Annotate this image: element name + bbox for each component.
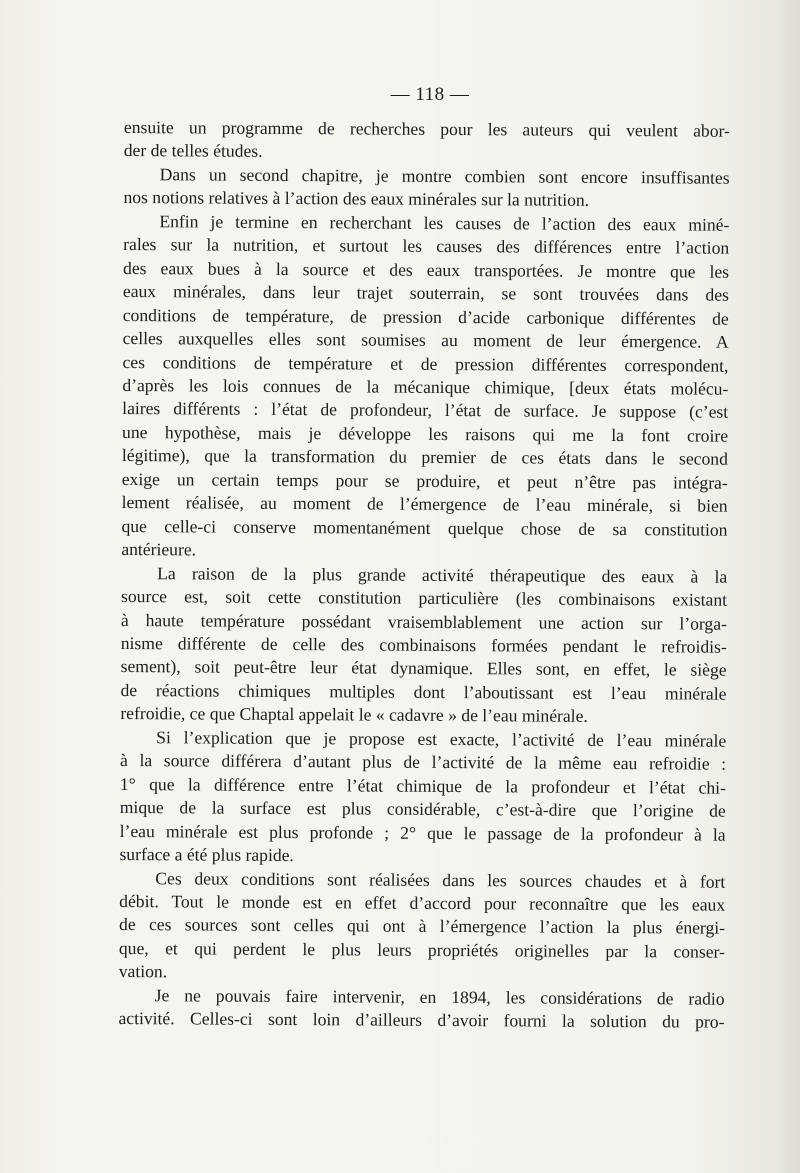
text-line: de ces sources sont celles qui ont à l’émergence l’action la plus énergi- [119, 914, 726, 939]
text-line: légitime), que la transformation du premier de ces états dans le second [121, 445, 728, 470]
text-line: ensuite un programme de recherches pour les auteurs qui veulent abor- [123, 116, 730, 141]
text-line: nisme différente de celle des combinaisons formées pendant le refroidis- [120, 632, 727, 657]
text-line: des eaux bues à la source et des eaux transportées. Je montre que les [123, 257, 730, 282]
text-line: ces conditions de température et de pression différentes correspondent, [122, 351, 729, 376]
text-line: d’après les lois connues de la mécanique chimique, [deux états molécu- [122, 374, 729, 399]
body-text [118, 116, 730, 1034]
text-line: Si l’explication que je propose est exacte, l’activité de l’eau minérale [156, 726, 727, 751]
text-line: Enfin je termine en recherchant les causes de l’action des eaux miné- [159, 211, 730, 235]
text-line: à la source différera d’autant plus de l’activité de la même eau refroidie : [120, 750, 727, 774]
text-line: laires différents : l’état de profondeur, l’état de surface. Je suppose (c’est [122, 398, 729, 423]
text-line: nos notions relatives à l’action des eaux minérales sur la nutrition. [123, 187, 590, 211]
text-line: que, et qui perdent le plus leurs propriétés originelles par la conser- [118, 937, 725, 962]
text-line: 1° que la différence entre l’état chimique de la profondeur et l’état chi- [119, 773, 726, 798]
text-line: vation. [118, 961, 168, 982]
text-line: de réactions chimiques multiples dont l’aboutissant est l’eau minérale [120, 679, 727, 704]
text-line: Je ne pouvais faire intervenir, en 1894, les considérations de radio [154, 984, 725, 1009]
text-line: source est, soit cette constitution particulière (les combinaisons existant [121, 586, 728, 610]
text-line: antérieure. [121, 539, 197, 560]
text-line: Ces deux conditions sont réalisées dans les sources chaudes et à fort [155, 867, 726, 892]
text-line: rales sur la nutrition, et surtout les causes des différences entre l’action [123, 234, 730, 258]
text-line: mique de la surface est plus considérable, c’est-à-dire que l’origine de [119, 797, 726, 821]
text-line: exige un certain temps pour se produire, et peut n’être pas intégra- [121, 468, 728, 493]
text-line: eaux minérales, dans leur trajet souterrain, se sont trouvées dans des [122, 281, 729, 305]
text-line: l’eau minérale est plus profonde ; 2° que le passage de la profondeur à la [119, 820, 726, 845]
text-line: que celle-ci conserve momentanément quelque chose de sa constitution [121, 515, 728, 540]
text-line: sement), soit peut-être leur état dynamique. Elles sont, en effet, le siège [120, 656, 727, 681]
text-line: La raison de la plus grande activité thérapeutique des eaux à la [157, 562, 728, 587]
text-line: à haute température possédant vraisemblablement une action sur l’orga- [120, 609, 727, 634]
text-line: surface a été plus rapide. [119, 844, 294, 866]
text-line: une hypothèse, mais je développe les raisons qui me la font croire [122, 421, 729, 446]
text-line: débit. Tout le monde est en effet d’accord pour reconnaître que les eaux [119, 890, 726, 915]
text-line: refroidie, ce que Chaptal appelait le « cadavre » de l’eau minérale. [120, 703, 588, 727]
page-number: — 118 — [390, 84, 470, 105]
text-line: conditions de température, de pression d’acide carbonique différentes de [122, 304, 729, 329]
text-line: Dans un second chapitre, je montre combien sont encore insuffisantes [159, 164, 730, 188]
text-line: activité. Celles-ci sont loin d’ailleurs d’avoir fourni la solution du pro- [118, 1008, 725, 1032]
text-line: der de telles études. [123, 140, 263, 162]
text-line: celles auxquelles elles sont soumises au moment de leur émergence. A [122, 328, 729, 352]
text-line: lement réalisée, au moment de l’émergence de l’eau minérale, si bien [121, 492, 728, 516]
